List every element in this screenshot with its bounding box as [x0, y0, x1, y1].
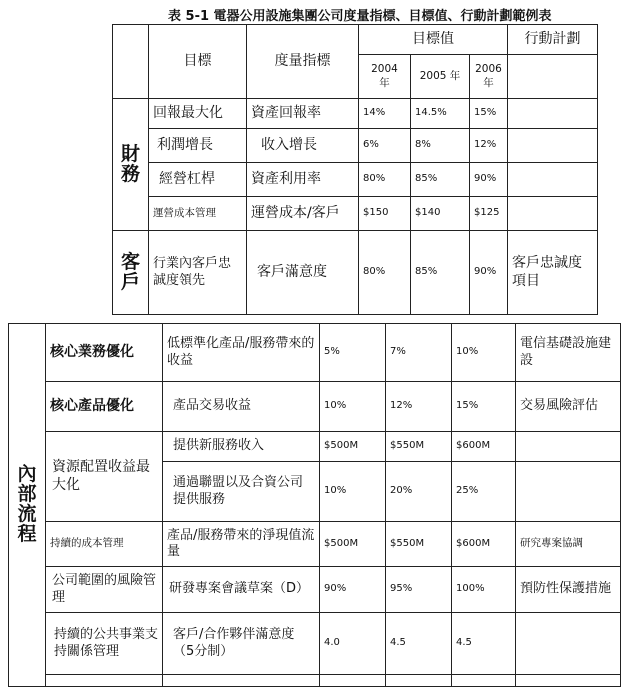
action-cell — [516, 432, 621, 462]
metric-cell: 客戶/合作夥伴滿意度（5分制） — [163, 613, 320, 675]
metric-cell: 產品交易收益 — [163, 382, 320, 432]
metric-cell: 低標準化產品/服務帶來的收益 — [163, 324, 320, 382]
value-2006: 15% — [452, 382, 516, 432]
action-cell — [516, 613, 621, 675]
value-2004: 14% — [359, 99, 411, 129]
metric-cell: 收入增長 — [247, 129, 359, 163]
goal-cell: 核心業務優化 — [46, 324, 163, 382]
value-2004: 4.0 — [320, 613, 386, 675]
value-2005: $140 — [411, 197, 470, 231]
value-2004: $150 — [359, 197, 411, 231]
table-row — [9, 613, 621, 675]
value-2004: 80% — [359, 163, 411, 197]
value-2005: 85% — [411, 163, 470, 197]
goal-cell: 持續的成本管理 — [46, 522, 163, 567]
table-row — [9, 522, 621, 567]
corner-cell — [113, 25, 149, 99]
value-2004: 6% — [359, 129, 411, 163]
lower-table — [8, 323, 621, 687]
table-row — [113, 129, 598, 163]
action-cell — [508, 197, 598, 231]
value-2004: $500M — [320, 522, 386, 567]
category-customer: 客戶 — [113, 231, 149, 315]
table-row — [113, 163, 598, 197]
value-2004: 10% — [320, 382, 386, 432]
value-2004: 5% — [320, 324, 386, 382]
value-2005: 20% — [386, 462, 452, 522]
goal-cell: 運營成本管理 — [149, 197, 247, 231]
value-2005: 14.5% — [411, 99, 470, 129]
header-goal: 目標 — [149, 25, 247, 99]
goal-cell: 核心產品優化 — [46, 382, 163, 432]
value-2006: 100% — [452, 567, 516, 613]
value-2005: 95% — [386, 567, 452, 613]
action-cell: 交易風險評估 — [516, 382, 621, 432]
table-row — [113, 99, 598, 129]
goal-cell: 經營杠桿 — [149, 163, 247, 197]
value-2006: 25% — [452, 462, 516, 522]
metric-cell: 資產利用率 — [247, 163, 359, 197]
header-year-2006: 2006 年 — [470, 55, 508, 99]
header-action: 行動計劃 — [508, 25, 598, 55]
upper-table — [112, 24, 598, 315]
metric-cell: 客戶滿意度 — [247, 231, 359, 315]
value-2005: 7% — [386, 324, 452, 382]
goal-cell: 持續的公共事業支持關係管理 — [46, 613, 163, 675]
action-cell — [508, 163, 598, 197]
value-2006: 4.5 — [452, 613, 516, 675]
value-2004: 80% — [359, 231, 411, 315]
header-action-empty — [508, 55, 598, 99]
table-row — [9, 567, 621, 613]
goal-cell: 資源配置收益最大化 — [46, 432, 163, 522]
action-cell — [508, 129, 598, 163]
header-year-2004: 2004 年 — [359, 55, 411, 99]
value-2004: $500M — [320, 432, 386, 462]
value-2006: $600M — [452, 432, 516, 462]
header-metric: 度量指標 — [247, 25, 359, 99]
value-2005: 85% — [411, 231, 470, 315]
value-2005: $550M — [386, 522, 452, 567]
metric-cell: 通過聯盟以及合資公司提供服務 — [163, 462, 320, 522]
value-2005: 12% — [386, 382, 452, 432]
value-2006: 10% — [452, 324, 516, 382]
table-row — [113, 197, 598, 231]
table-row — [113, 231, 598, 315]
value-2005: $550M — [386, 432, 452, 462]
value-2005: 8% — [411, 129, 470, 163]
metric-cell: 運營成本/客戶 — [247, 197, 359, 231]
goal-cell: 行業內客戶忠誠度領先 — [149, 231, 247, 315]
table-row — [9, 432, 621, 462]
category-internal-process: 內部流程 — [9, 324, 46, 687]
header-year-2005: 2005 年 — [411, 55, 470, 99]
value-2006: 15% — [470, 99, 508, 129]
action-cell — [516, 462, 621, 522]
value-2004: 10% — [320, 462, 386, 522]
goal-cell: 公司範圍的風險管理 — [46, 567, 163, 613]
goal-cell: 回報最大化 — [149, 99, 247, 129]
table-row — [9, 324, 621, 382]
metric-cell: 提供新服務收入 — [163, 432, 320, 462]
table-title: 表 5-1 電器公用設施集團公司度量指標、目標值、行動計劃範例表 — [168, 9, 552, 24]
value-2006: 90% — [470, 231, 508, 315]
table-row — [9, 382, 621, 432]
action-cell — [508, 99, 598, 129]
value-2006: 12% — [470, 129, 508, 163]
action-cell: 電信基礎設施建設 — [516, 324, 621, 382]
value-2006: $125 — [470, 197, 508, 231]
value-2005: 4.5 — [386, 613, 452, 675]
metric-cell: 資產回報率 — [247, 99, 359, 129]
category-finance: 財務 — [113, 99, 149, 231]
value-2004: 90% — [320, 567, 386, 613]
goal-cell: 利潤增長 — [149, 129, 247, 163]
value-2006: $600M — [452, 522, 516, 567]
header-target: 目標值 — [359, 25, 508, 55]
value-2006: 90% — [470, 163, 508, 197]
table-row-partial — [9, 675, 621, 687]
action-cell: 客戶忠誠度項目 — [508, 231, 598, 315]
action-cell: 研究專案協調 — [516, 522, 621, 567]
metric-cell: 研發專案會議草案（D） — [163, 567, 320, 613]
metric-cell: 產品/服務帶來的淨現值流量 — [163, 522, 320, 567]
action-cell: 預防性保護措施 — [516, 567, 621, 613]
